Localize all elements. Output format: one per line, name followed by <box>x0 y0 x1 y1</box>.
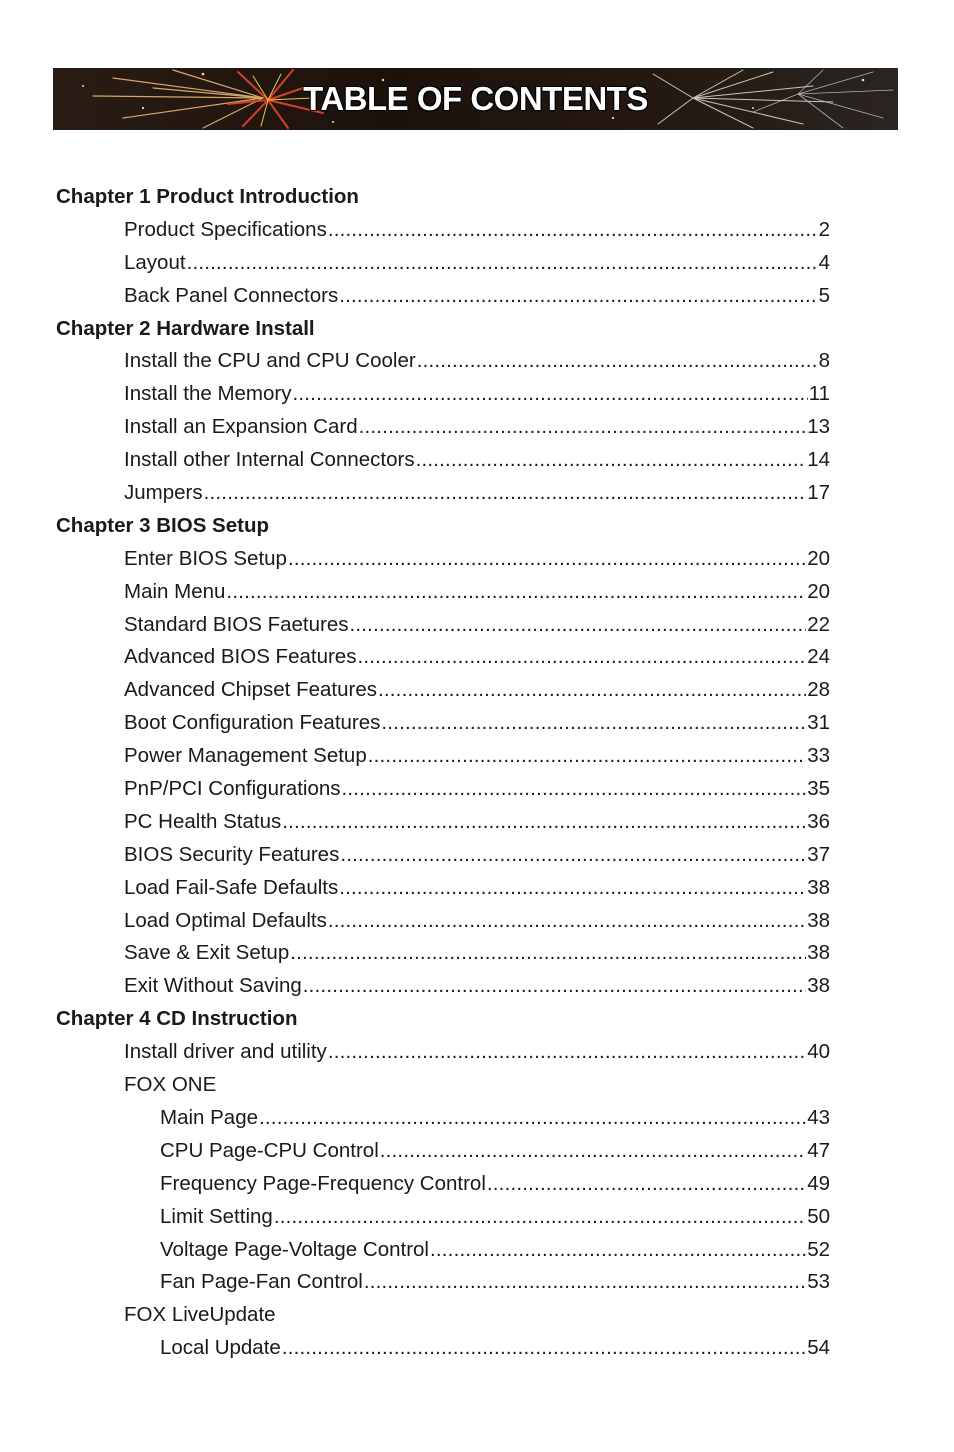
toc-entry-label: Load Fail-Safe Defaults <box>124 875 339 899</box>
toc-page-number: 22 <box>807 612 830 636</box>
dot-leader <box>282 1332 806 1365</box>
dot-leader <box>364 1266 806 1299</box>
dot-leader <box>328 214 818 247</box>
toc-entry[interactable] <box>0 707 830 740</box>
toc-entry-label: Jumpers <box>124 481 203 505</box>
toc-page-number: 8 <box>818 349 830 373</box>
dot-leader <box>357 641 806 674</box>
toc-entry[interactable] <box>0 905 830 938</box>
dot-leader <box>290 937 806 970</box>
toc-entry-label: Install the CPU and CPU Cooler <box>124 349 416 373</box>
table-of-contents <box>0 181 954 1365</box>
dot-leader <box>292 378 807 411</box>
toc-entry[interactable] <box>0 576 830 609</box>
toc-page-number: 36 <box>807 809 830 833</box>
dot-leader <box>430 1234 806 1267</box>
toc-entry[interactable] <box>0 1234 830 1267</box>
dot-leader <box>204 477 807 510</box>
dot-leader <box>378 674 806 707</box>
toc-page-number: 28 <box>807 678 830 702</box>
toc-page-number: 50 <box>807 1204 830 1228</box>
toc-entry-label: Enter BIOS Setup <box>124 546 287 570</box>
toc-entry[interactable] <box>0 806 830 839</box>
toc-entry[interactable] <box>0 609 830 642</box>
toc-chapter-heading: Chapter 3 BIOS Setup <box>56 513 270 537</box>
dot-leader <box>381 707 806 740</box>
toc-page-number: 14 <box>807 448 830 472</box>
dot-leader <box>342 773 807 806</box>
dot-leader <box>359 411 807 444</box>
dot-leader <box>282 806 806 839</box>
toc-entry[interactable] <box>0 872 830 905</box>
toc-entry-label: Main Page <box>160 1105 259 1129</box>
toc-entry-label: Local Update <box>160 1336 281 1360</box>
dot-leader <box>259 1102 806 1135</box>
toc-entry[interactable] <box>0 1168 830 1201</box>
toc-entry[interactable] <box>0 1135 830 1168</box>
toc-page-number: 33 <box>807 744 830 768</box>
toc-page-number: 52 <box>807 1237 830 1261</box>
toc-section-heading: FOX ONE <box>124 1073 217 1097</box>
toc-entry[interactable] <box>0 937 830 970</box>
header-banner <box>53 68 898 130</box>
toc-page-number: 13 <box>807 415 830 439</box>
toc-entry-label: BIOS Security Features <box>124 842 340 866</box>
toc-entry-label: Product Specifications <box>124 217 327 241</box>
toc-chapter-heading: Chapter 4 CD Instruction <box>56 1007 298 1031</box>
toc-page-number: 47 <box>807 1138 830 1162</box>
toc-page-number: 11 <box>808 382 830 406</box>
toc-entry-label: PnP/PCI Configurations <box>124 777 341 801</box>
toc-entry-label: Install driver and utility <box>124 1040 327 1064</box>
dot-leader <box>328 1036 806 1069</box>
toc-entry-label: Advanced Chipset Features <box>124 678 377 702</box>
toc-entry-label: Advanced BIOS Features <box>124 645 357 669</box>
dot-leader <box>274 1201 806 1234</box>
dot-leader <box>416 444 807 477</box>
toc-page-number: 38 <box>807 908 830 932</box>
toc-entry[interactable] <box>0 1036 830 1069</box>
dot-leader <box>187 247 818 280</box>
toc-entry-label: Standard BIOS Faetures <box>124 612 349 636</box>
toc-page-number: 4 <box>818 250 830 274</box>
toc-entry[interactable] <box>0 641 830 674</box>
toc-entry-label: Voltage Page-Voltage Control <box>160 1237 429 1261</box>
toc-page-number: 40 <box>807 1040 830 1064</box>
toc-entry-label: Boot Configuration Features <box>124 711 381 735</box>
toc-entry[interactable] <box>0 773 830 806</box>
toc-entry[interactable] <box>0 839 830 872</box>
toc-page-number: 20 <box>807 579 830 603</box>
toc-page-number: 37 <box>807 842 830 866</box>
toc-entry[interactable] <box>0 543 830 576</box>
dot-leader <box>349 609 806 642</box>
toc-entry[interactable] <box>0 280 830 313</box>
toc-page-number: 38 <box>807 974 830 998</box>
dot-leader <box>368 740 806 773</box>
toc-section-heading: FOX LiveUpdate <box>124 1303 276 1327</box>
toc-entry[interactable] <box>0 378 830 411</box>
dot-leader <box>303 970 806 1003</box>
toc-entry-label: Frequency Page-Frequency Control <box>160 1171 486 1195</box>
toc-entry[interactable] <box>0 444 830 477</box>
toc-entry[interactable] <box>0 214 830 247</box>
toc-entry-label: Fan Page-Fan Control <box>160 1270 363 1294</box>
toc-page-number: 53 <box>807 1270 830 1294</box>
toc-page-number: 38 <box>807 875 830 899</box>
toc-page-number: 35 <box>807 777 830 801</box>
dot-leader <box>380 1135 806 1168</box>
toc-entry-label: Main Menu <box>124 579 226 603</box>
toc-entry[interactable] <box>0 411 830 444</box>
toc-page-number: 17 <box>807 481 830 505</box>
toc-entry[interactable] <box>0 674 830 707</box>
toc-entry[interactable] <box>0 1201 830 1234</box>
dot-leader <box>417 345 818 378</box>
toc-entry-label: Load Optimal Defaults <box>124 908 327 932</box>
toc-page-number: 2 <box>818 217 830 241</box>
toc-page-number: 54 <box>807 1336 830 1360</box>
toc-entry-label: Exit Without Saving <box>124 974 302 998</box>
toc-page-number: 5 <box>818 283 830 307</box>
toc-entry[interactable] <box>0 1332 830 1365</box>
page-title: TABLE OF CONTENTS <box>303 80 648 117</box>
dot-leader <box>487 1168 806 1201</box>
toc-chapter-heading: Chapter 1 Product Introduction <box>56 185 359 208</box>
dot-leader <box>288 543 806 576</box>
toc-page-number: 31 <box>807 711 830 735</box>
toc-entry[interactable] <box>0 1102 830 1135</box>
dot-leader <box>226 576 806 609</box>
toc-entry-label: Layout <box>124 250 186 274</box>
dot-leader <box>340 839 806 872</box>
toc-entry-label: CPU Page-CPU Control <box>160 1138 379 1162</box>
toc-entry[interactable] <box>0 477 830 510</box>
dot-leader <box>339 280 817 313</box>
dot-leader <box>339 872 806 905</box>
toc-entry[interactable] <box>0 970 830 1003</box>
toc-entry-label: Power Management Setup <box>124 744 367 768</box>
toc-page-number: 38 <box>807 941 830 965</box>
toc-entry-label: PC Health Status <box>124 809 282 833</box>
toc-chapter-heading: Chapter 2 Hardware Install <box>56 316 315 340</box>
toc-page-number: 49 <box>807 1171 830 1195</box>
toc-entry[interactable] <box>0 247 830 280</box>
toc-page-number: 20 <box>807 546 830 570</box>
toc-entry-label: Install the Memory <box>124 382 292 406</box>
toc-entry[interactable] <box>0 740 830 773</box>
toc-page-number: 24 <box>807 645 830 669</box>
toc-entry[interactable] <box>0 345 830 378</box>
toc-entry-label: Install an Expansion Card <box>124 415 358 439</box>
toc-entry-label: Limit Setting <box>160 1204 273 1228</box>
toc-entry-label: Save & Exit Setup <box>124 941 290 965</box>
toc-entry-label: Install other Internal Connectors <box>124 448 415 472</box>
toc-entry-label: Back Panel Connectors <box>124 283 339 307</box>
toc-entry[interactable] <box>0 1266 830 1299</box>
toc-page-number: 43 <box>807 1105 830 1129</box>
dot-leader <box>328 905 806 938</box>
